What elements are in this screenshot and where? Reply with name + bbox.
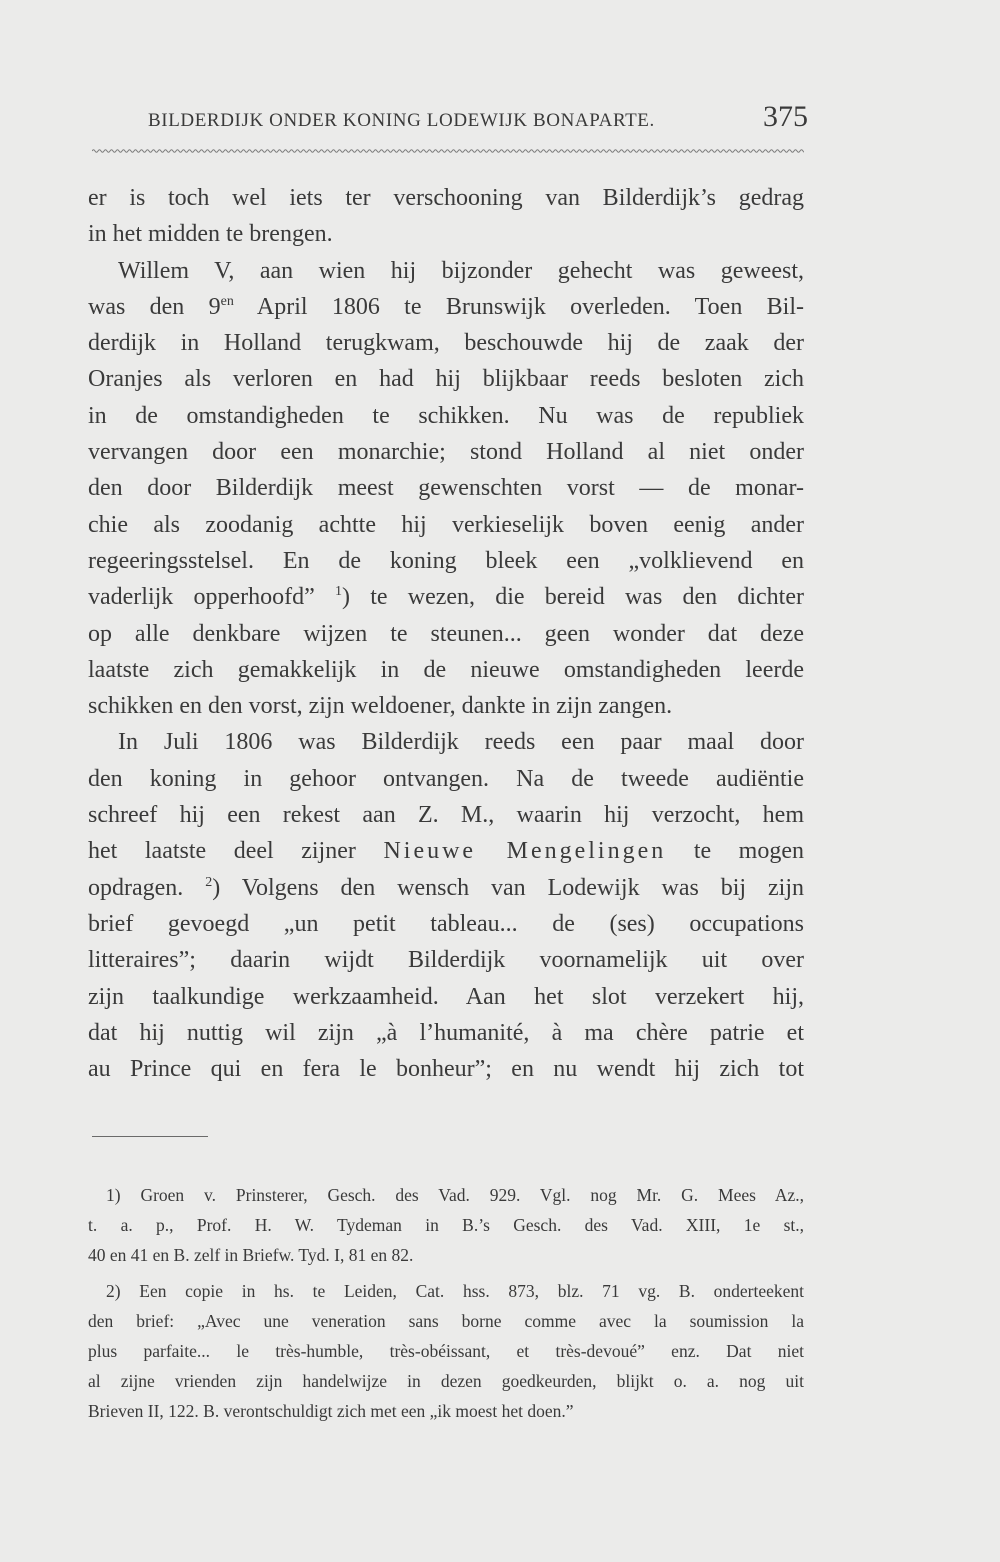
text-line-20: opdragen. $^2$) Volgens den wensch van Lodewijk was bij zijn	[88, 874, 804, 901]
text-line-7: in de omstandigheden te schikken. Nu was de republiek	[88, 402, 804, 429]
text-line-10: chie als zoodanig achtte hij verkieselijk boven eenig ander	[88, 511, 804, 538]
page-number: 375	[763, 100, 808, 133]
text-line-4: was den $9^{en}$ April 1806 te Brunswijk overleden. Toen Bil-	[88, 293, 804, 320]
footnote-1-line-1: 1) Groen v. Prinsterer, Gesch. des Vad. 929. Vgl. nog Mr. G. Mees Az.,	[106, 1185, 804, 1205]
wavy-header-rule	[92, 148, 804, 154]
text-line-5: derdijk in Holland terugkwam, beschouwde hij de zaak der	[88, 330, 804, 357]
text-line-15: schikken en den vorst, zijn weldoener, dankte in zijn zangen.	[88, 693, 673, 720]
text-line-8: vervangen door een monarchie; stond Holland al niet onder	[88, 439, 804, 466]
footnote-2-line-1: 2) Een copie in hs. te Leiden, Cat. hss. 873, blz. 71 vg. B. onderteekent	[106, 1281, 804, 1301]
footnote-2-line-4: al zijne vrienden zijn handelwijze in dezen goedkeurden, blijkt o. a. nog uit	[88, 1371, 804, 1391]
text-line-25: au Prince qui en fera le bonheur”; en nu wendt hij zich tot	[88, 1056, 804, 1083]
footnote-2-line-5: Brieven II, 122. B. verontschuldigt zich met een „ik moest het doen.”	[88, 1401, 574, 1421]
text-line-2: in het midden te brengen.	[88, 221, 333, 248]
text-line-14: laatste zich gemakkelijk in de nieuwe omstandigheden leerde	[88, 656, 804, 683]
text-line-6: Oranjes als verloren en had hij blijkbaar reeds besloten zich	[88, 366, 804, 393]
text-line-9: den door Bilderdijk meest gewenschten vorst — de monar-	[88, 475, 804, 502]
text-line-23: zijn taalkundige werkzaamheid. Aan het slot verzekert hij,	[88, 983, 804, 1010]
text-line-19: het laatste deel zijner Nieuwe Mengelingen te mogen	[88, 838, 804, 865]
running-head	[148, 100, 808, 140]
text-line-13: op alle denkbare wijzen te steunen... geen wonder dat deze	[88, 620, 804, 647]
footnotes	[88, 1180, 804, 1426]
text-line-12: vaderlijk opperhoofd” $^1$) te wezen, die bereid was den dichter	[88, 584, 804, 611]
footnote-2-line-2: den brief: „Avec une veneration sans borne comme avec la soumission la	[88, 1311, 804, 1331]
text-line-24: dat hij nuttig wil zijn „à l’humanité, à ma chère patrie et	[88, 1019, 804, 1046]
footnote-rule	[92, 1136, 208, 1137]
footnote-2-line-3: plus parfaite... le très-humble, très-obéissant, et très-devoué” enz. Dat niet	[88, 1341, 804, 1361]
running-title: BILDERDIJK ONDER KONING LODEWIJK BONAPARTE.	[148, 110, 655, 131]
text-line-22: litteraires”; daarin wijdt Bilderdijk voornamelijk uit over	[88, 947, 804, 974]
text-line-3: Willem V, aan wien hij bijzonder gehecht was geweest,	[118, 257, 804, 284]
footnote-1-line-3: 40 en 41 en B. zelf in Briefw. Tyd. I, 81 en 82.	[88, 1245, 414, 1265]
text-line-17: den koning in gehoor ontvangen. Na de tweede audiëntie	[88, 765, 804, 792]
text-line-21: brief gevoegd „un petit tableau... de (ses) occupations	[88, 910, 804, 937]
body-text	[88, 180, 804, 1087]
text-line-16: In Juli 1806 was Bilderdijk reeds een paar maal door	[118, 729, 804, 756]
text-line-1: er is toch wel iets ter verschooning van Bilderdijk’s gedrag	[88, 185, 804, 211]
footnote-1-line-2: t. a. p., Prof. H. W. Tydeman in B.’s Gesch. des Vad. XIII, 1e st.,	[88, 1215, 804, 1235]
text-line-18: schreef hij een rekest aan Z. M., waarin hij verzocht, hem	[88, 802, 804, 829]
text-line-11: regeeringsstelsel. En de koning bleek een „volklievend en	[88, 547, 804, 574]
